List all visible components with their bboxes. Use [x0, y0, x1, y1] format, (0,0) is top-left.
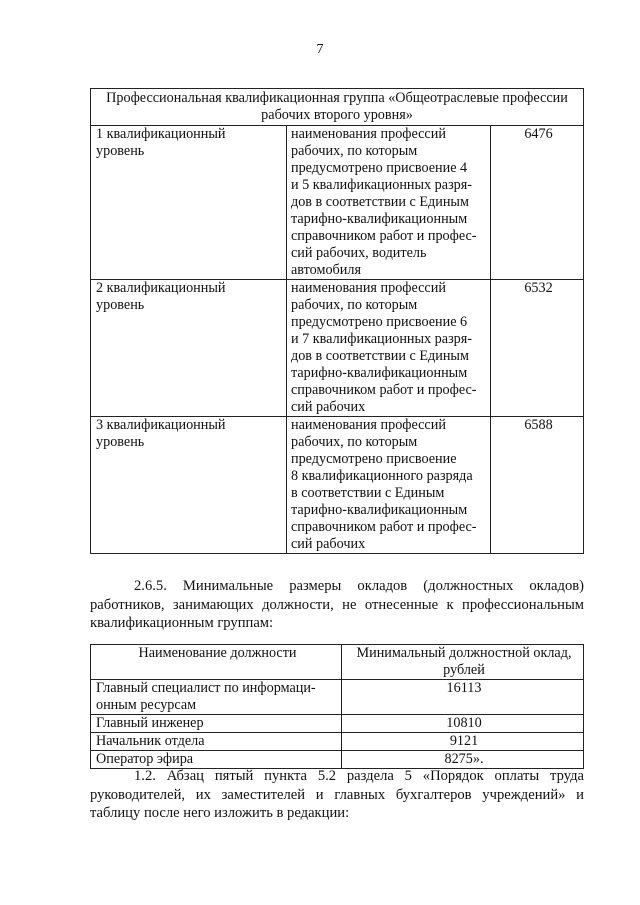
position-name-line1: Главный специалист по информаци-: [96, 680, 316, 696]
description-line: наименования профессий: [291, 280, 446, 296]
salary-value-cell: 10810: [342, 715, 584, 733]
description-line: сий рабочих: [291, 399, 366, 415]
table-row: [91, 715, 584, 733]
description-cell: [287, 280, 491, 417]
description-line: в соответствии с Единым: [291, 485, 445, 501]
min-salary-header: [342, 645, 584, 680]
min-salary-header-line2: рублей: [443, 662, 485, 678]
salary-value-cell: 6476: [491, 126, 584, 280]
table-header-row: [91, 645, 584, 680]
description-line: дов в соответствии с Единым: [291, 348, 469, 364]
level-label-line2: уровень: [96, 434, 145, 450]
description-line: тарифно-квалификационным: [291, 211, 468, 227]
position-name-line2: онным ресурсам: [96, 697, 197, 713]
paragraph-2-6-5: 2.6.5. Минимальные размеры окладов (должностных окладов) работников, занимающих должности, не отнесенные к профессиональным квалификационным группам:: [90, 578, 584, 632]
qualification-group-table: [90, 88, 584, 554]
description-line: предусмотрено присвоение: [291, 451, 457, 467]
salary-value-cell: 8275».: [342, 751, 584, 769]
salary-value-cell: 16113: [342, 680, 584, 715]
position-name-header: Наименование должности: [91, 645, 342, 680]
group-header-line2: рабочих второго уровня»: [261, 107, 413, 123]
level-label-line2: уровень: [96, 297, 145, 313]
page-number: 7: [316, 42, 324, 57]
table-row: [91, 126, 584, 280]
position-name-cell: Главный инженер: [91, 715, 342, 733]
table-row: [91, 680, 584, 715]
table-row: [91, 280, 584, 417]
description-line: справочником работ и профес-: [291, 382, 477, 398]
level-label-line1: 1 квалификационный: [96, 126, 226, 142]
position-name-cell: Начальник отдела: [91, 733, 342, 751]
level-cell: [91, 126, 287, 280]
salary-value-cell: 6532: [491, 280, 584, 417]
description-cell: [287, 126, 491, 280]
description-line: рабочих, по которым: [291, 434, 418, 450]
position-name-cell: Оператор эфира: [91, 751, 342, 769]
description-line: наименования профессий: [291, 417, 446, 433]
description-line: справочником работ и профес-: [291, 228, 477, 244]
salary-value-cell: 9121: [342, 733, 584, 751]
description-line: тарифно-квалификационным: [291, 365, 468, 381]
table-row: [91, 751, 584, 769]
description-line: автомобиля: [291, 262, 361, 278]
description-line: предусмотрено присвоение 4: [291, 160, 468, 176]
level-cell: [91, 417, 287, 554]
table-header-row: [91, 89, 584, 126]
description-line: справочником работ и профес-: [291, 519, 477, 535]
description-line: и 7 квалификационных разря-: [291, 331, 473, 347]
description-line: рабочих, по которым: [291, 143, 418, 159]
description-line: наименования профессий: [291, 126, 446, 142]
salary-value-cell: 6588: [491, 417, 584, 554]
description-line: предусмотрено присвоение 6: [291, 314, 468, 330]
description-line: дов в соответствии с Единым: [291, 194, 469, 210]
table-row: [91, 417, 584, 554]
position-name-cell: [91, 680, 342, 715]
group-header-line1: Профессиональная квалификационная группа «Общеотраслевые профессии: [106, 90, 568, 106]
min-salary-header-line1: Минимальный должностной оклад,: [356, 645, 572, 661]
group-header-cell: [91, 89, 584, 126]
description-line: сий рабочих: [291, 536, 366, 552]
description-line: рабочих, по которым: [291, 297, 418, 313]
level-label-line1: 3 квалификационный: [96, 417, 226, 433]
description-line: тарифно-квалификационным: [291, 502, 468, 518]
level-label-line1: 2 квалификационный: [96, 280, 226, 296]
description-line: сий рабочих, водитель: [291, 245, 427, 261]
description-line: 8 квалификационного разряда: [291, 468, 473, 484]
paragraph-1-2: 1.2. Абзац пятый пункта 5.2 раздела 5 «Порядок оплаты труда руководителей, их заместителей и главных бухгалтеров учреждений» и таблицу после него изложить в редакции:: [90, 768, 584, 822]
description-line: и 5 квалификационных разря-: [291, 177, 473, 193]
positions-salary-table: [90, 644, 584, 769]
level-cell: [91, 280, 287, 417]
table-row: [91, 733, 584, 751]
description-cell: [287, 417, 491, 554]
level-label-line2: уровень: [96, 143, 145, 159]
